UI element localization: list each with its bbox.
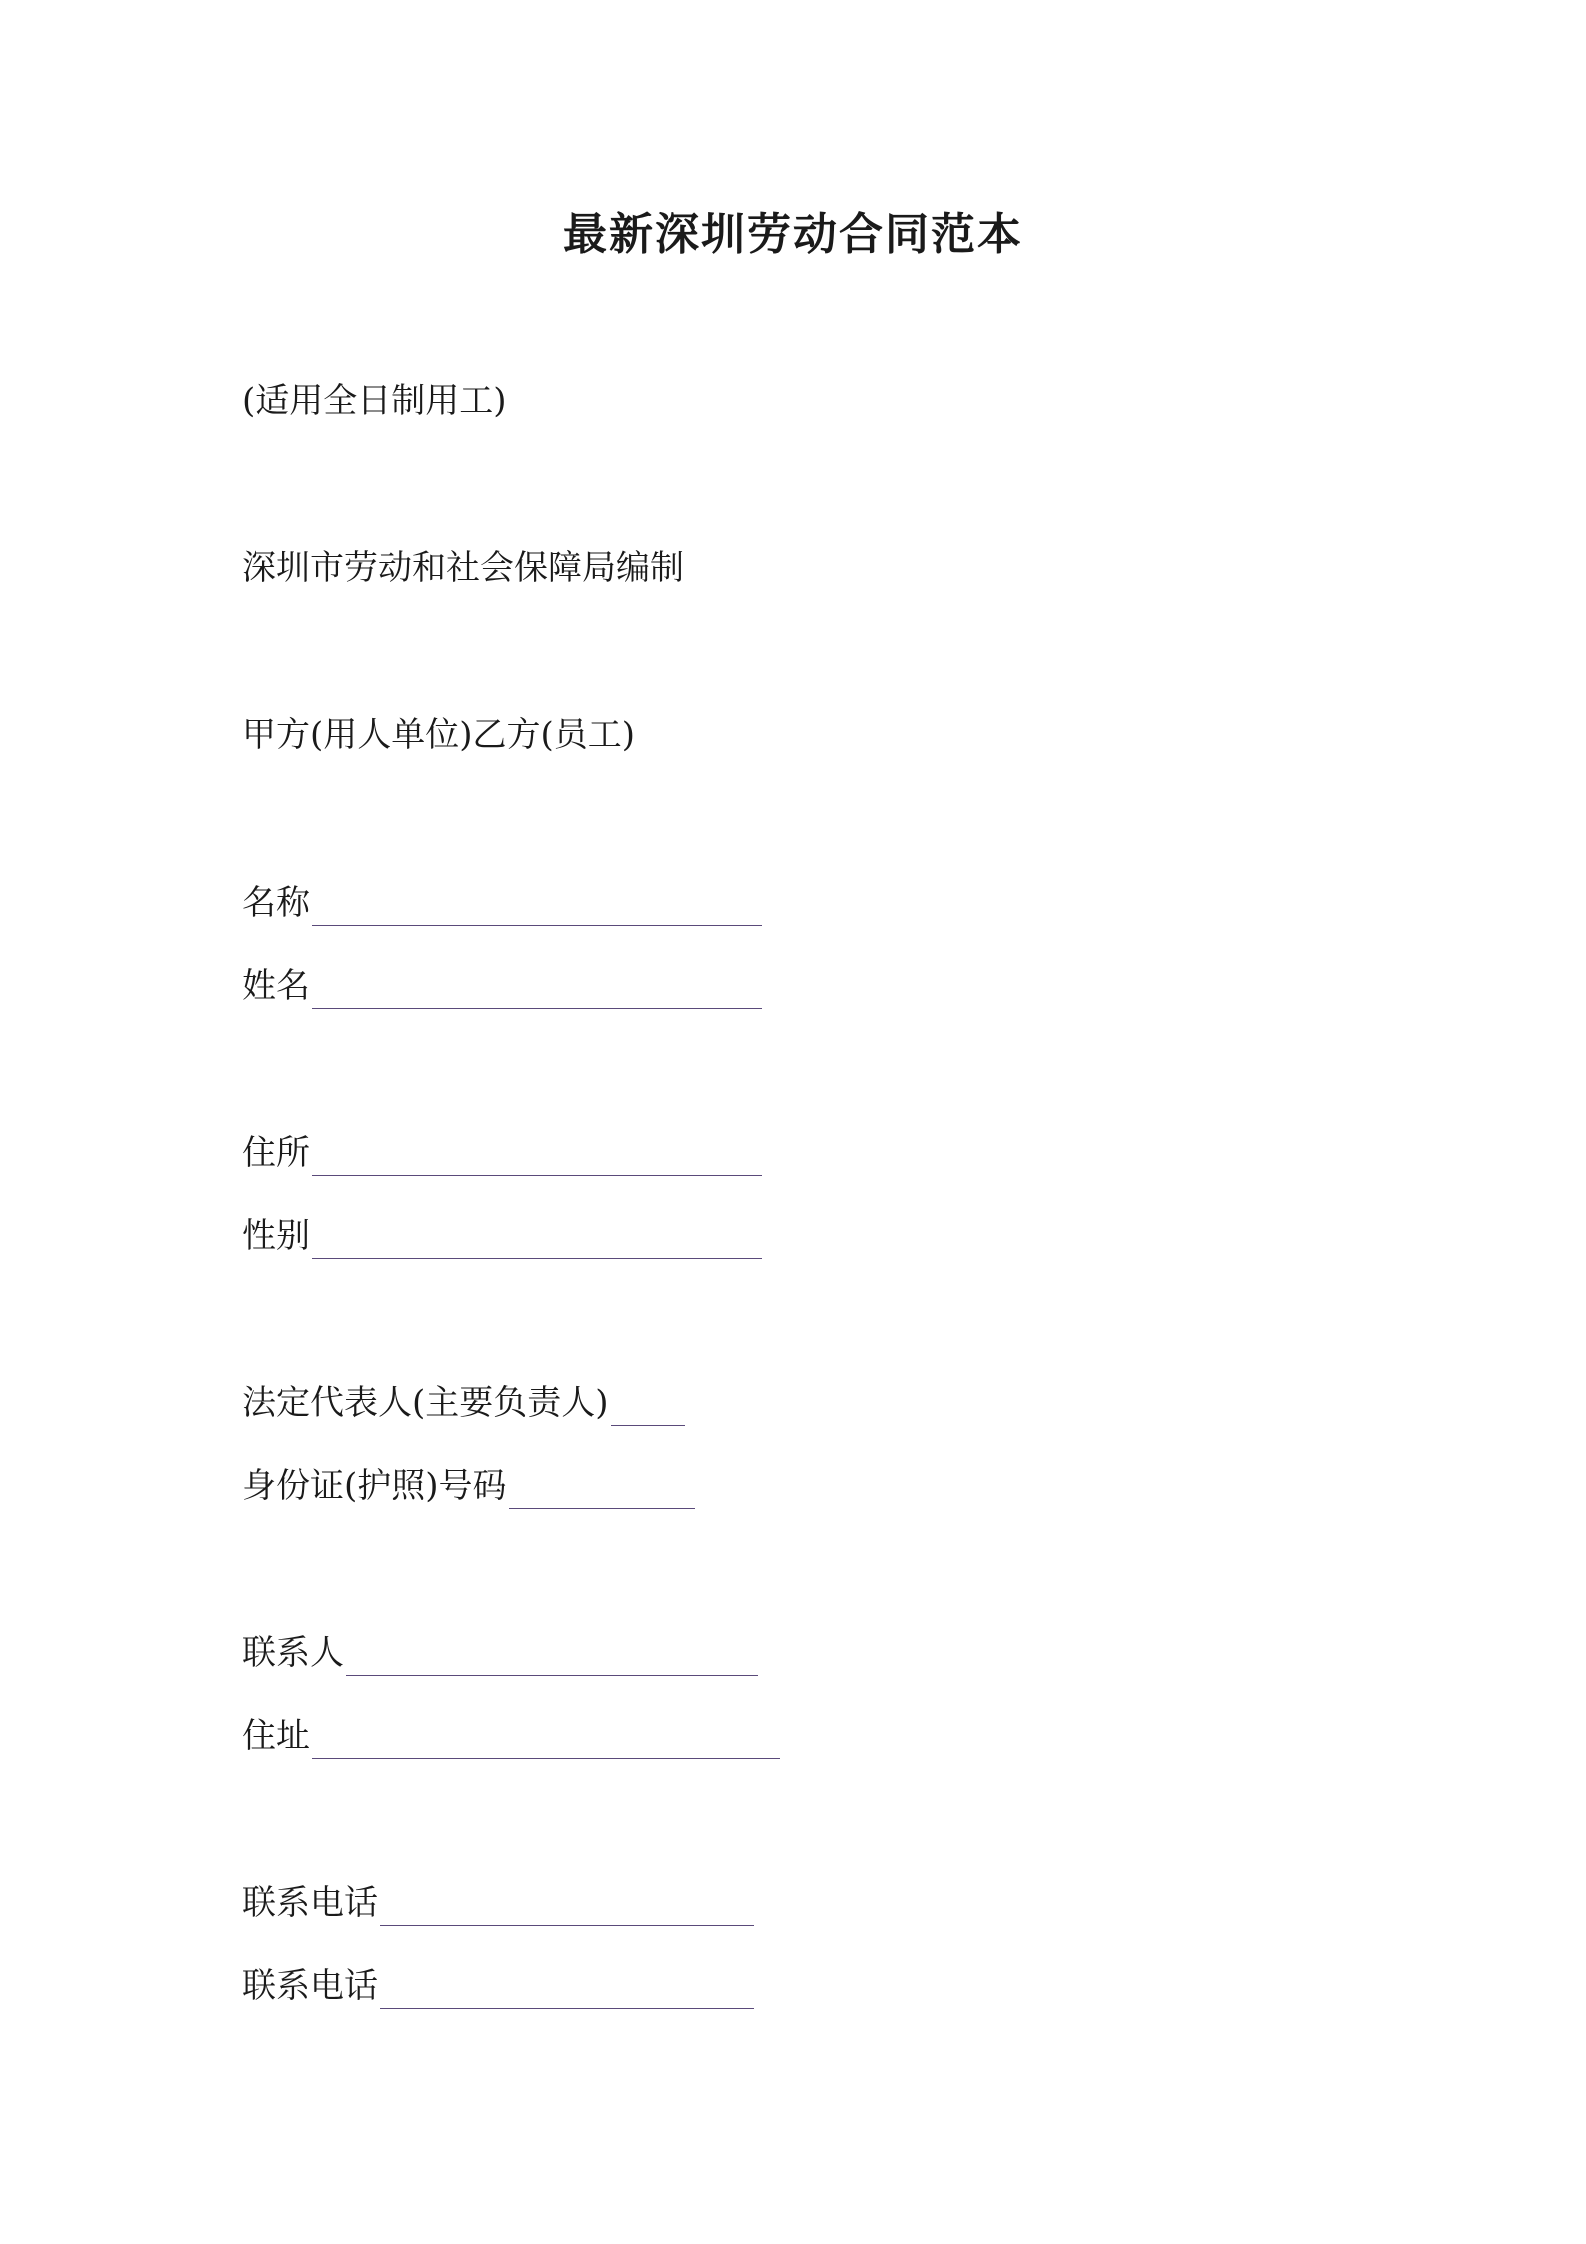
field-phone-a (242, 1880, 754, 1926)
subtitle: (适用全日制用工) (242, 381, 507, 421)
blank-line[interactable] (509, 1472, 695, 1509)
blank-line[interactable] (312, 1722, 780, 1759)
field-label: 联系电话 (242, 1883, 378, 1923)
field-label: 联系人 (242, 1633, 344, 1673)
field-label: 住址 (242, 1716, 310, 1756)
field-label: 法定代表人(主要负责人) (242, 1383, 609, 1423)
document-title: 最新深圳劳动合同范本 (563, 209, 1023, 260)
blank-line[interactable] (346, 1639, 758, 1676)
field-label: 性别 (242, 1216, 310, 1256)
field-company-name (242, 880, 762, 926)
field-label: 住所 (242, 1133, 310, 1173)
field-address (242, 1713, 780, 1759)
field-id-number (242, 1463, 695, 1509)
issuer-line: 深圳市劳动和社会保障局编制 (242, 548, 684, 588)
blank-line[interactable] (611, 1389, 685, 1426)
blank-line[interactable] (312, 972, 762, 1009)
blank-line[interactable] (380, 1889, 754, 1926)
field-legal-representative (242, 1380, 685, 1426)
field-label: 名称 (242, 883, 310, 923)
blank-line[interactable] (312, 889, 762, 926)
field-label: 身份证(护照)号码 (242, 1466, 507, 1506)
blank-line[interactable] (312, 1222, 762, 1259)
parties-line: 甲方(用人单位)乙方(员工) (242, 715, 636, 755)
field-contact-person (242, 1630, 758, 1676)
field-person-name (242, 963, 762, 1009)
field-phone-b (242, 1963, 754, 2009)
field-gender (242, 1213, 762, 1259)
field-label: 联系电话 (242, 1966, 378, 2006)
blank-line[interactable] (380, 1972, 754, 2009)
blank-line[interactable] (312, 1139, 762, 1176)
field-label: 姓名 (242, 966, 310, 1006)
field-residence (242, 1130, 762, 1176)
